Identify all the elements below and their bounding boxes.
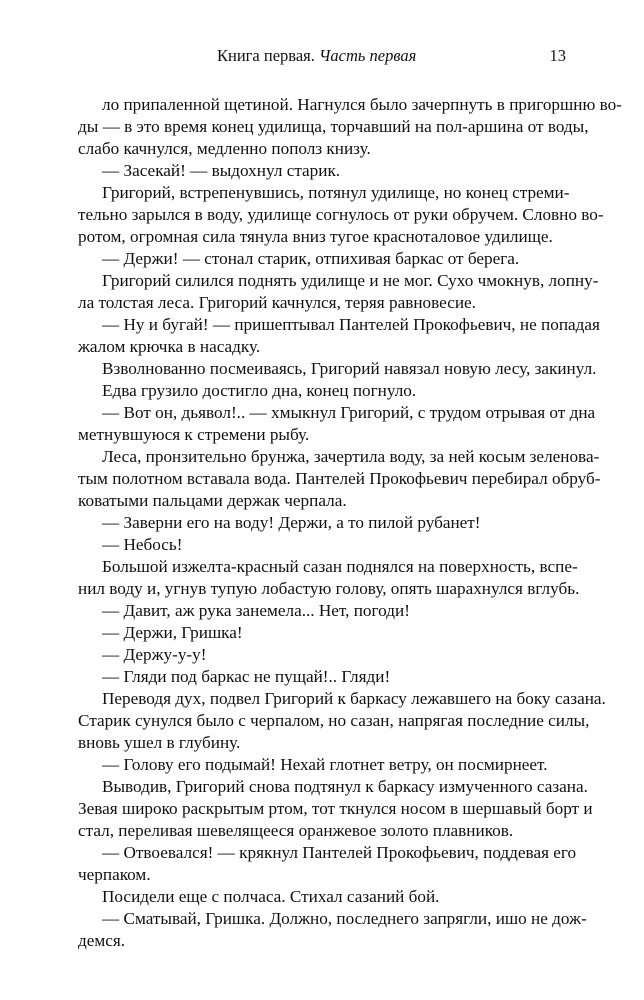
text-line: черпаком. bbox=[78, 865, 151, 884]
paragraph bbox=[78, 314, 600, 358]
paragraph bbox=[78, 248, 566, 270]
paragraph bbox=[78, 688, 606, 754]
text-line: — Отвоевался! — крякнул Пантелей Прокофьевич, поддевая его bbox=[102, 843, 577, 862]
text-line: Григорий силился поднять удилище и не мог. Сухо чмокнув, лопну- bbox=[102, 271, 599, 290]
text-line: ла толстая леса. Григорий качнулся, теряя равновесие. bbox=[78, 293, 476, 312]
paragraph bbox=[78, 358, 597, 380]
paragraph bbox=[78, 776, 593, 842]
text-line: Выводив, Григорий снова подтянул к баркасу измученного сазана. bbox=[102, 777, 588, 796]
text-line: — Держи! — стонал старик, отпихивая баркас от берега. bbox=[102, 249, 520, 268]
text-line: ротом, огромная сила тянула вниз тугое красноталовое удилище. bbox=[78, 227, 553, 246]
text-line: Старик сунулся было с черпалом, но сазан, напрягая последние силы, bbox=[78, 711, 590, 730]
text-line: Посидели еще с полчаса. Стихал сазаний бой. bbox=[102, 887, 440, 906]
text-line: — Голову его подымай! Нехай глотнет ветру, он посмирнеет. bbox=[102, 755, 548, 774]
paragraph bbox=[78, 380, 566, 402]
paragraph bbox=[78, 600, 566, 622]
text-line: Леса, пронзительно брунжа, зачертила воду, за ней косым зеленова- bbox=[102, 447, 600, 466]
paragraph bbox=[78, 754, 566, 776]
paragraph bbox=[78, 622, 566, 644]
paragraph bbox=[78, 644, 566, 666]
text-line: Зевая широко раскрытым ртом, тот ткнулся носом в шершавый борт и bbox=[78, 799, 593, 818]
text-line: — Сматывай, Гришка. Должно, последнего запрягли, ишо не дож- bbox=[102, 909, 587, 928]
text-line: демся. bbox=[78, 931, 126, 950]
text-line: жалом крючка в насадку. bbox=[78, 337, 261, 356]
part-title: Часть первая bbox=[319, 46, 417, 65]
text-line: метнувшуюся к стремени рыбу. bbox=[78, 425, 310, 444]
paragraph bbox=[78, 666, 566, 688]
book-title: Книга первая. bbox=[217, 46, 315, 65]
page-number: 13 bbox=[549, 46, 566, 65]
text-line: стал, переливая шевелящееся оранжевое золото плавников. bbox=[78, 821, 514, 840]
text-line: Большой изжелта-красный сазан поднялся на поверхность, вспе- bbox=[102, 557, 578, 576]
text-line: — Засекай! — выдохнул старик. bbox=[102, 161, 341, 180]
paragraph bbox=[78, 886, 566, 908]
text-line: вновь ушел в глубину. bbox=[78, 733, 241, 752]
text-line: тельно зарылся в воду, удилище согнулось от руки обручем. Словно во- bbox=[78, 205, 604, 224]
running-header bbox=[78, 46, 566, 70]
text-line: слабо качнулся, медленно пополз книзу. bbox=[78, 139, 371, 158]
text-line: Переводя дух, подвел Григорий к баркасу лежавшего на боку сазана. bbox=[102, 689, 606, 708]
paragraph bbox=[78, 402, 596, 446]
text-line: тым полотном вставала вода. Пантелей Прокофьевич перебирал обруб- bbox=[78, 469, 601, 488]
paragraph bbox=[78, 512, 566, 534]
text-line: — Вот он, дьявол!.. — хмыкнул Григорий, с трудом отрывая от дна bbox=[102, 403, 596, 422]
running-title bbox=[217, 46, 416, 66]
paragraph bbox=[78, 94, 622, 160]
text-line: Григорий, встрепенувшись, потянул удилище, но конец стреми- bbox=[102, 183, 570, 202]
paragraph bbox=[78, 446, 601, 512]
text-line: нил воду и, угнув тупую лобастую голову, опять шарахнулся вглубь. bbox=[78, 579, 580, 598]
text-line: Едва грузило достигло дна, конец погнуло. bbox=[102, 381, 417, 400]
paragraph bbox=[78, 160, 566, 182]
body-text bbox=[78, 94, 622, 952]
text-line: — Заверни его на воду! Держи, а то пилой рубанет! bbox=[102, 513, 481, 532]
text-line: — Держи, Гришка! bbox=[102, 623, 243, 642]
text-line: — Гляди под баркас не пущай!.. Гляди! bbox=[102, 667, 391, 686]
paragraph bbox=[78, 534, 566, 556]
text-line: — Ну и бугай! — пришептывал Пантелей Прокофьевич, не попадая bbox=[102, 315, 600, 334]
text-line: коватыми пальцами держак черпала. bbox=[78, 491, 347, 510]
text-line: ды — в это время конец удилища, торчавший на пол-аршина от воды, bbox=[78, 117, 589, 136]
text-line: — Держу-у-у! bbox=[102, 645, 207, 664]
paragraph bbox=[78, 842, 577, 886]
text-line: — Небось! bbox=[102, 535, 183, 554]
paragraph bbox=[78, 270, 599, 314]
paragraph bbox=[78, 908, 587, 952]
text-line: ло припаленной щетиной. Нагнулся было зачерпнуть в пригоршню во- bbox=[102, 95, 622, 114]
text-line: — Давит, аж рука занемела... Нет, погоди! bbox=[102, 601, 410, 620]
paragraph bbox=[78, 556, 580, 600]
text-line: Взволнованно посмеиваясь, Григорий навязал новую лесу, закинул. bbox=[102, 359, 597, 378]
paragraph bbox=[78, 182, 604, 248]
